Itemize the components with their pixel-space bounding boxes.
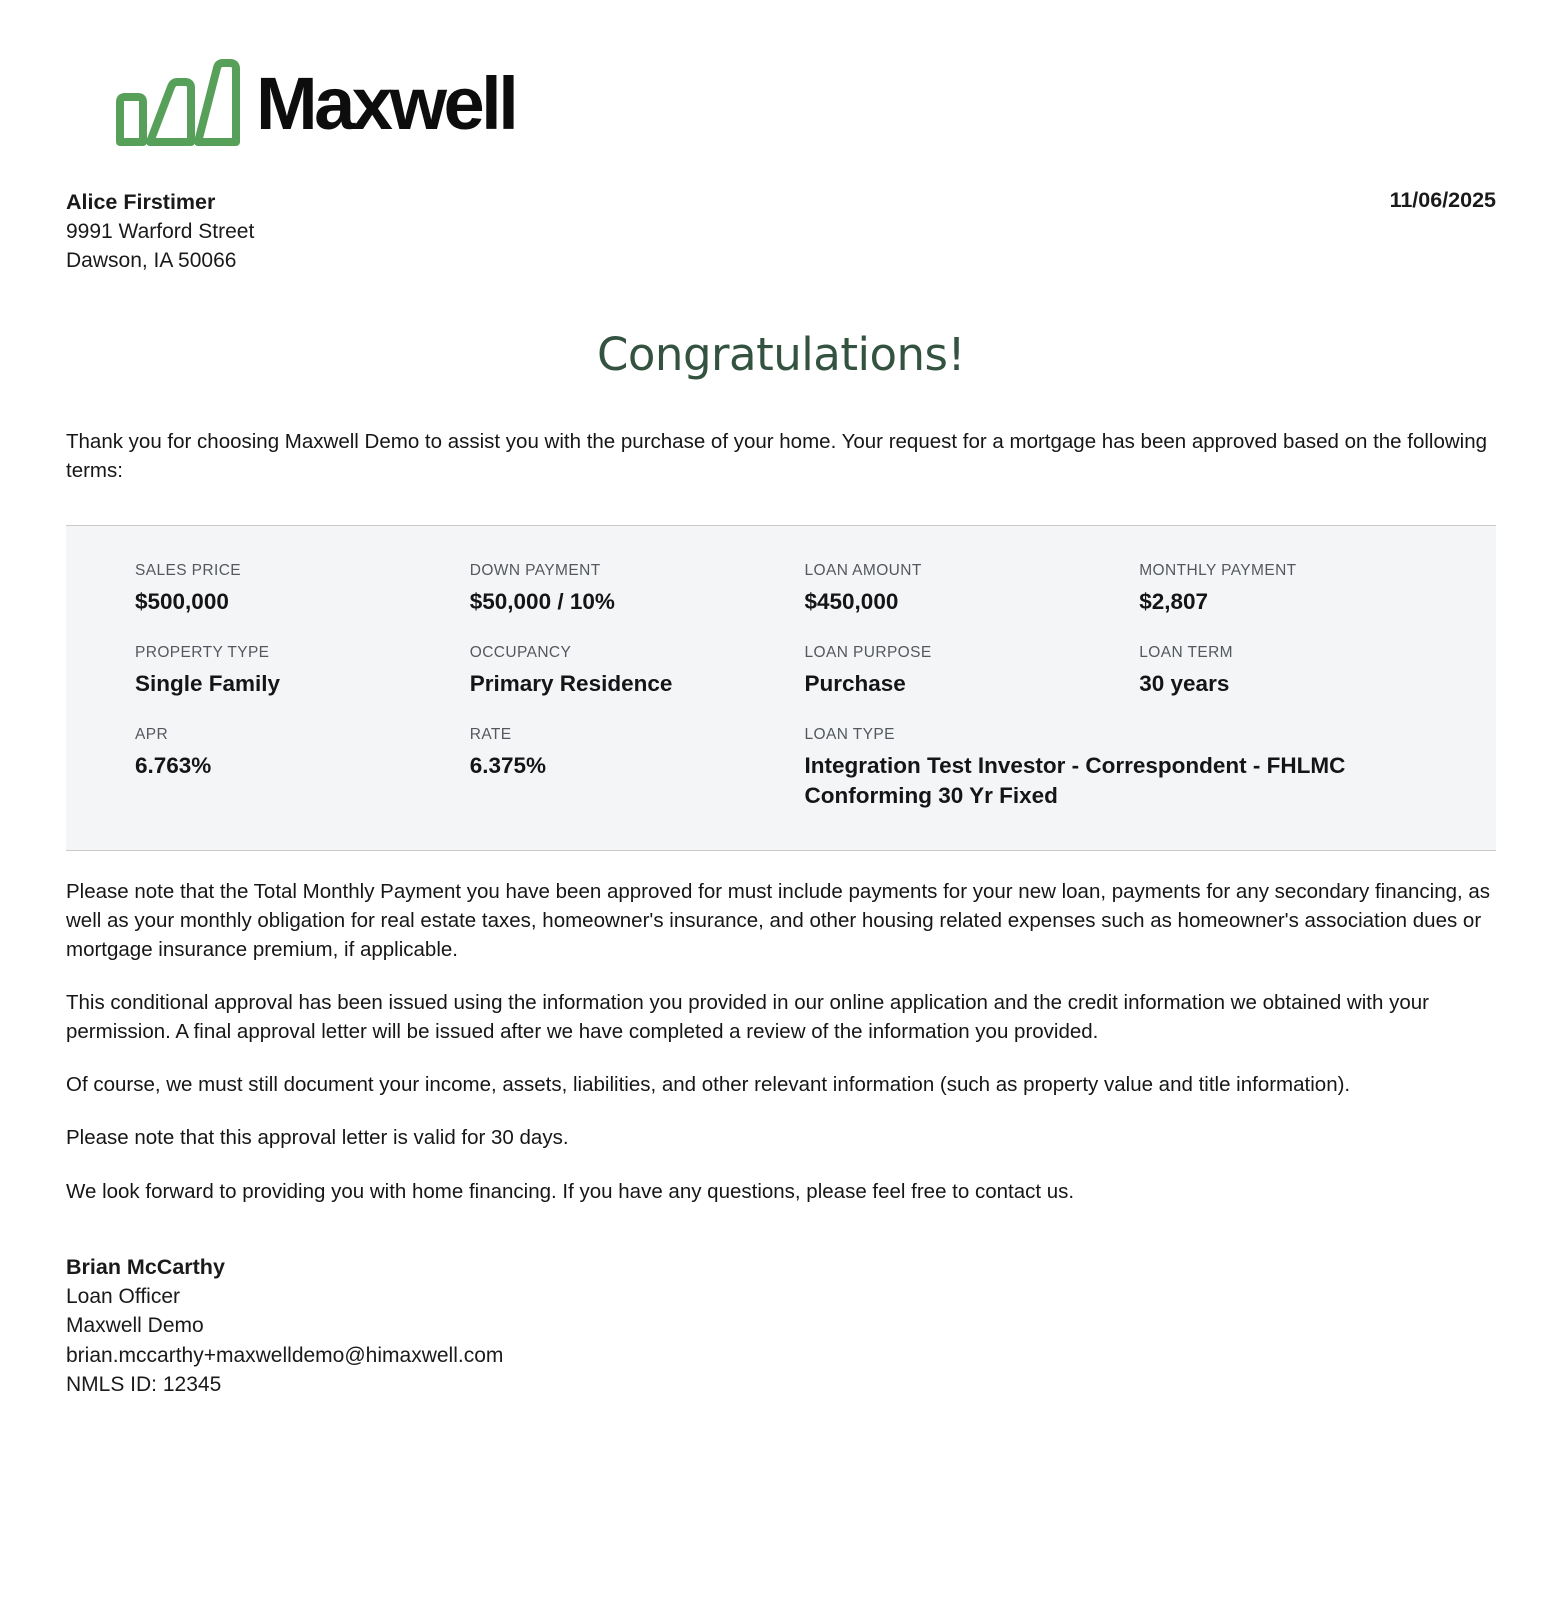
- loan-officer-company: Maxwell Demo: [66, 1314, 204, 1338]
- term-label: LOAN AMOUNT: [804, 561, 922, 579]
- loan-officer-nmls: NMLS ID: 12345: [66, 1372, 222, 1396]
- term-label: RATE: [469, 726, 512, 744]
- recipient-address-line2: Dawson, IA 50066: [66, 248, 237, 272]
- loan-officer-name: Brian McCarthy: [66, 1254, 225, 1279]
- term-label: OCCUPANCY: [469, 644, 572, 662]
- term-occupancy: [470, 644, 805, 698]
- term-label: LOAN PURPOSE: [804, 644, 932, 662]
- body-paragraph-4: Please note that this approval letter is valid for 30 days.: [66, 1126, 569, 1150]
- recipient-and-date-row: [66, 188, 1496, 276]
- loan-officer-title: Loan Officer: [66, 1284, 181, 1308]
- term-label: PROPERTY TYPE: [135, 644, 270, 662]
- bar-chart-logo-icon: [110, 56, 242, 152]
- congratulations-heading: Congratulations!: [596, 327, 966, 381]
- recipient-address-line1: 9991 Warford Street: [66, 219, 255, 243]
- term-value: Primary Residence: [469, 671, 673, 697]
- loan-terms-grid: [135, 562, 1474, 810]
- signature-block: [66, 1252, 1496, 1400]
- body-paragraph-2: This conditional approval has been issued using the information you provided in our online application and the credit information we obtained with your permission. A final approval letter will be issued after we have completed a review of the information you provided.: [66, 991, 1429, 1044]
- term-label: LOAN TYPE: [804, 726, 895, 744]
- term-label: SALES PRICE: [135, 561, 242, 579]
- recipient-name: Alice Firstimer: [66, 190, 216, 214]
- term-value: Integration Test Investor - Correspondent - FHLMC Conforming 30 Yr Fixed: [804, 753, 1346, 808]
- letter-body: [66, 877, 1496, 1206]
- term-apr: [135, 726, 470, 810]
- recipient-block: [66, 188, 254, 276]
- term-loan-purpose: [805, 644, 1140, 698]
- letter-date: 11/06/2025: [1389, 188, 1496, 212]
- term-loan-amount: [805, 562, 1140, 616]
- maxwell-logo: [110, 52, 1496, 156]
- term-label: MONTHLY PAYMENT: [1139, 561, 1297, 579]
- term-property-type: [135, 644, 470, 698]
- body-paragraph-5: We look forward to providing you with home financing. If you have any questions, please feel free to contact us.: [66, 1179, 1075, 1203]
- term-sales-price: [135, 562, 470, 616]
- term-value: 6.763%: [135, 753, 212, 779]
- body-paragraph-1: Please note that the Total Monthly Payment you have been approved for must include payments for your new loan, payments for any secondary financing, as well as your monthly obligation for real estate taxes, homeowner's insurance, and other housing related expenses such as homeowner's association dues or mortgage insurance premium, if applicable.: [66, 879, 1491, 962]
- term-down-payment: [470, 562, 805, 616]
- loan-terms-box: [66, 525, 1496, 851]
- term-label: DOWN PAYMENT: [469, 561, 601, 579]
- term-value: $50,000 / 10%: [469, 588, 615, 614]
- intro-paragraph: Thank you for choosing Maxwell Demo to assist you with the purchase of your home. Your request for a mortgage has been approved based on the following terms:: [66, 429, 1488, 482]
- term-value: $450,000: [804, 588, 899, 614]
- term-loan-type: [805, 726, 1475, 810]
- term-rate: [470, 726, 805, 810]
- loan-officer-email: brian.mccarthy+maxwelldemo@himaxwell.com: [66, 1343, 504, 1367]
- term-value: $2,807: [1139, 588, 1209, 614]
- term-value: $500,000: [135, 588, 229, 614]
- term-monthly-payment: [1139, 562, 1474, 616]
- term-value: 6.375%: [469, 753, 547, 779]
- term-label: APR: [135, 726, 169, 744]
- term-label: LOAN TERM: [1139, 644, 1233, 662]
- term-loan-term: [1139, 644, 1474, 698]
- body-paragraph-3: Of course, we must still document your income, assets, liabilities, and other relevant information (such as property value and title information).: [66, 1073, 1351, 1097]
- term-value: Single Family: [135, 671, 281, 697]
- brand-wordmark: Maxwell: [256, 62, 516, 145]
- term-value: Purchase: [804, 671, 906, 697]
- term-value: 30 years: [1139, 671, 1230, 697]
